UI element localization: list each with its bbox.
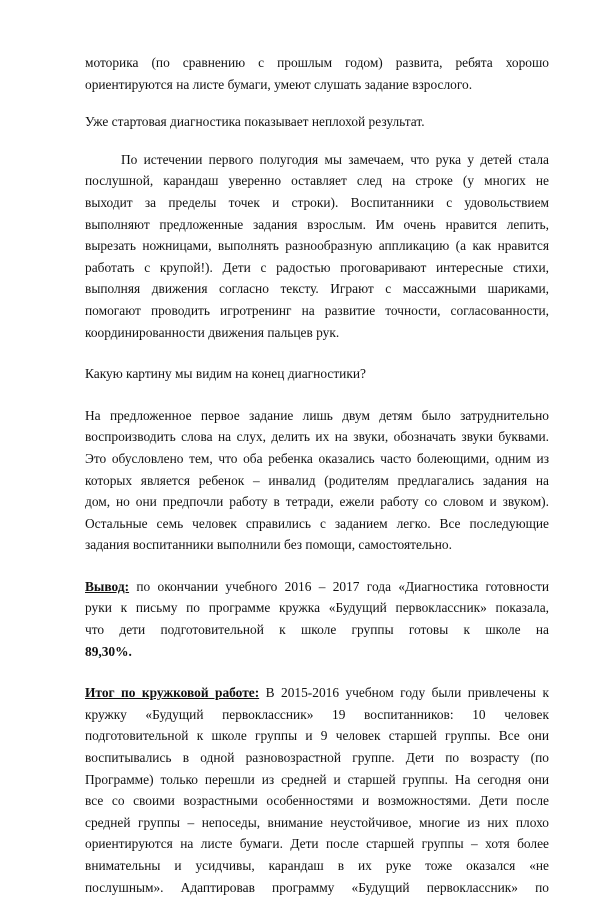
text-line: подготовительной к школе группы и 9 человек старшей группы. Все они: [85, 728, 549, 744]
paragraph-conclusion: [85, 576, 549, 662]
text-line: задания воспитанники выполнили без помощи, самостоятельно.: [85, 537, 452, 553]
text-line: Уже стартовая диагностика показывает неплохой результат.: [85, 114, 425, 130]
text-line: Это обусловлено тем, что оба ребенка оказались часто болеющими, одним из: [85, 450, 549, 466]
summary-label: Итог по кружковой работе:: [85, 685, 260, 701]
conclusion-result: 89,30%.: [85, 643, 132, 659]
text-line: выходит за пределы точек и строки). Воспитанники с удовольствием: [85, 194, 549, 210]
text-line: помогают проводить игротренинг на развитие точности, согласованности,: [85, 302, 549, 318]
text-line: средней группы – непоседы, внимание неустойчивое, многие из них плохо: [85, 814, 549, 830]
text-line: выполняют предложенные задания взрослым. Им очень нравится лепить,: [85, 216, 549, 232]
text-line: вырезать ножницами, выполнять разнообразную аппликацию (а как нравится: [85, 238, 549, 254]
paragraph-motorika: [85, 52, 549, 95]
text-line: которых является ребенок – инвалид (родителям предлагались задания на: [85, 472, 549, 488]
text-line: все со своими возрастными особенностями и возможностями. Дети после: [85, 793, 549, 809]
text-line: руки к письму по программе кружка «Будущий первоклассник» показала,: [85, 600, 549, 616]
paragraph-first-half-year: [85, 149, 549, 343]
paragraph-club-summary: [85, 682, 549, 898]
text-line: работать с крупой!). Дети с радостью проговаривают интересные стихи,: [85, 259, 549, 275]
text-line: [85, 576, 549, 598]
text-line: [85, 641, 549, 663]
text-line: Программе) только перешли из средней и старшей группы. На сегодня они: [85, 771, 549, 787]
text-line: На предложенное первое задание лишь двум детям было затруднительно: [85, 407, 549, 423]
text-line: ориентируются на листе бумаги, умеют слушать задание взрослого.: [85, 76, 473, 92]
text-line: По истечении первого полугодия мы замечаем, что рука у детей стала: [121, 151, 549, 167]
conclusion-label: Вывод:: [85, 578, 130, 594]
summary-text: В 2015-2016 учебном году были привлечены к: [265, 685, 549, 701]
paragraph-start-diagnostics: [85, 111, 549, 133]
text-line: кружку «Будущий первоклассник» 19 воспитанников: 10 человек: [85, 706, 549, 722]
text-line: координированности движения пальцев рук.: [85, 324, 340, 340]
document-page: [85, 52, 549, 898]
text-line: послушной, карандаш уверенно оставляет след на строке (у многих не: [85, 173, 549, 189]
text-line: Остальные семь человек справились с заданием легко. Все последующие: [85, 515, 549, 531]
text-line: [85, 682, 549, 704]
text-line: внимательны и усидчивы, карандаш в их руке тоже оказался «не: [85, 858, 549, 873]
text-line: послушным». Адаптировав программу «Будущий первоклассник» по: [85, 879, 549, 895]
text-line: Какую картину мы видим на конец диагностики?: [85, 366, 366, 382]
paragraph-question: [85, 363, 549, 385]
conclusion-text: по окончании учебного 2016 – 2017 года «Диагностика готовности: [136, 578, 549, 594]
text-line: дом, но они предпочли работу в тетради, ежели работу со словом и звуком).: [85, 494, 549, 510]
text-line: моторика (по сравнению с прошлым годом) развита, ребята хорошо: [85, 55, 549, 70]
text-line: что дети подготовительной к школе группы готовы к школе на: [85, 622, 549, 638]
text-line: ориентируются на листе бумаги. Дети после старшей группы – хотя более: [85, 836, 549, 852]
text-line: выполняя движения согласно тексту. Играют с массажными шариками,: [85, 281, 549, 297]
paragraph-first-task: [85, 405, 549, 556]
text-line: воспитывались в одной разновозрастной группе. Дети по возрасту (по: [85, 750, 549, 766]
text-line: воспроизводить слова на слух, делить их на звуки, обозначать звуки буквами.: [85, 429, 549, 445]
